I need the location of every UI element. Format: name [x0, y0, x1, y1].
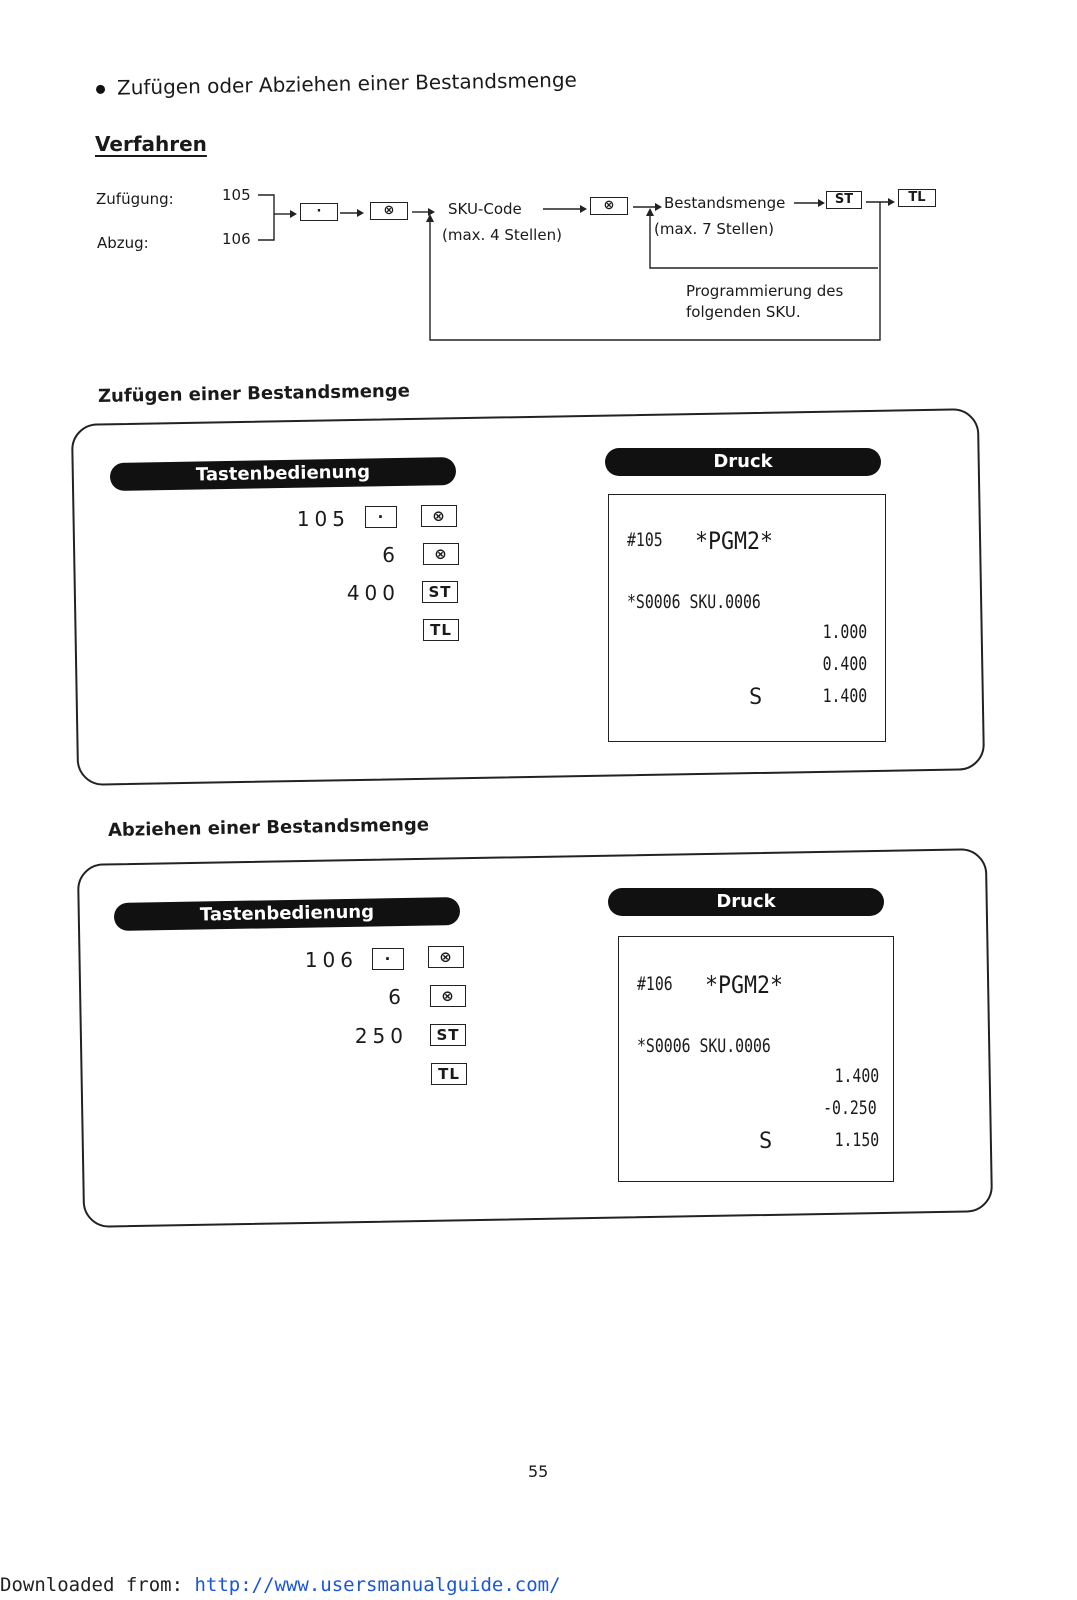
keyseq-value: 400: [346, 581, 400, 605]
qty-label: Bestandsmenge: [664, 194, 786, 212]
receipt-mode: *PGM2*: [705, 971, 784, 999]
download-prefix: Downloaded from:: [0, 1574, 195, 1596]
tl-key: TL: [423, 619, 459, 641]
procedure-connector-lines: [0, 0, 1077, 360]
sub-label: Abzug:: [97, 234, 149, 252]
sub-code: 106: [222, 230, 251, 248]
loop-note-line-2: folgenden SKU.: [686, 303, 801, 321]
receipt-value-1: 1.000: [822, 621, 867, 643]
receipt-sku-line: *S0006 SKU.0006: [627, 591, 761, 613]
multiply-key-2: ⊗: [590, 197, 628, 215]
section-add-print-header: Druck: [605, 448, 881, 476]
keyseq-value: 6: [388, 985, 406, 1009]
receipt-value-1: 1.400: [834, 1065, 879, 1087]
receipt-code: #105: [627, 529, 663, 551]
point-key: ·: [365, 506, 397, 528]
receipt-value-3: 1.400: [822, 685, 867, 707]
multiply-key: ⊗: [430, 985, 466, 1007]
keyseq-value: 250: [354, 1024, 408, 1048]
keyseq-value: 6: [382, 543, 400, 567]
tl-key: TL: [431, 1063, 467, 1085]
point-key: ·: [300, 203, 338, 221]
add-code: 105: [222, 186, 251, 204]
section-add-title: Zufügen einer Bestandsmenge: [97, 380, 411, 407]
receipt-value-2: 0.400: [822, 653, 867, 675]
receipt-value-3: 1.150: [834, 1129, 879, 1151]
section-sub-receipt: [618, 936, 894, 1182]
procedure-diagram: [0, 0, 1077, 360]
section-sub-title: Abziehen einer Bestandsmenge: [107, 814, 430, 841]
keyseq-value: 105: [296, 507, 350, 531]
keyseq-value: 106: [304, 948, 358, 972]
st-key: ST: [422, 581, 458, 603]
multiply-key: ⊗: [370, 202, 408, 220]
multiply-key: ⊗: [421, 505, 457, 527]
intro-bullet-text: Zufügen oder Abziehen einer Bestandsmenge: [116, 67, 578, 100]
receipt-s-label: S: [749, 685, 763, 710]
section-add-keys-header: Tastenbedienung: [110, 457, 456, 491]
multiply-key: ⊗: [423, 543, 459, 565]
st-key: ST: [826, 191, 862, 209]
section-sub-print-header: Druck: [608, 888, 884, 916]
procedure-title: Verfahren: [95, 132, 207, 156]
receipt-value-2: -0.250: [823, 1097, 877, 1119]
receipt-code: #106: [637, 973, 673, 995]
point-key: ·: [372, 948, 404, 970]
page-number: 55: [528, 1462, 549, 1481]
tl-key: TL: [898, 189, 936, 207]
download-link[interactable]: http://www.usersmanualguide.com/: [194, 1574, 561, 1596]
loop-note-line-1: Programmierung des: [686, 282, 844, 300]
multiply-key: ⊗: [428, 946, 464, 968]
sku-max-note: (max. 4 Stellen): [442, 226, 562, 244]
receipt-sku-line: *S0006 SKU.0006: [637, 1035, 771, 1057]
st-key: ST: [430, 1024, 466, 1046]
add-label: Zufügung:: [96, 190, 174, 208]
sku-code-label: SKU-Code: [448, 200, 522, 218]
receipt-s-label: S: [759, 1129, 773, 1154]
section-sub-keys-header: Tastenbedienung: [114, 897, 460, 931]
section-add-receipt: [608, 494, 886, 742]
receipt-mode: *PGM2*: [695, 527, 774, 555]
download-footer: [0, 1574, 561, 1596]
qty-max-note: (max. 7 Stellen): [654, 220, 774, 238]
